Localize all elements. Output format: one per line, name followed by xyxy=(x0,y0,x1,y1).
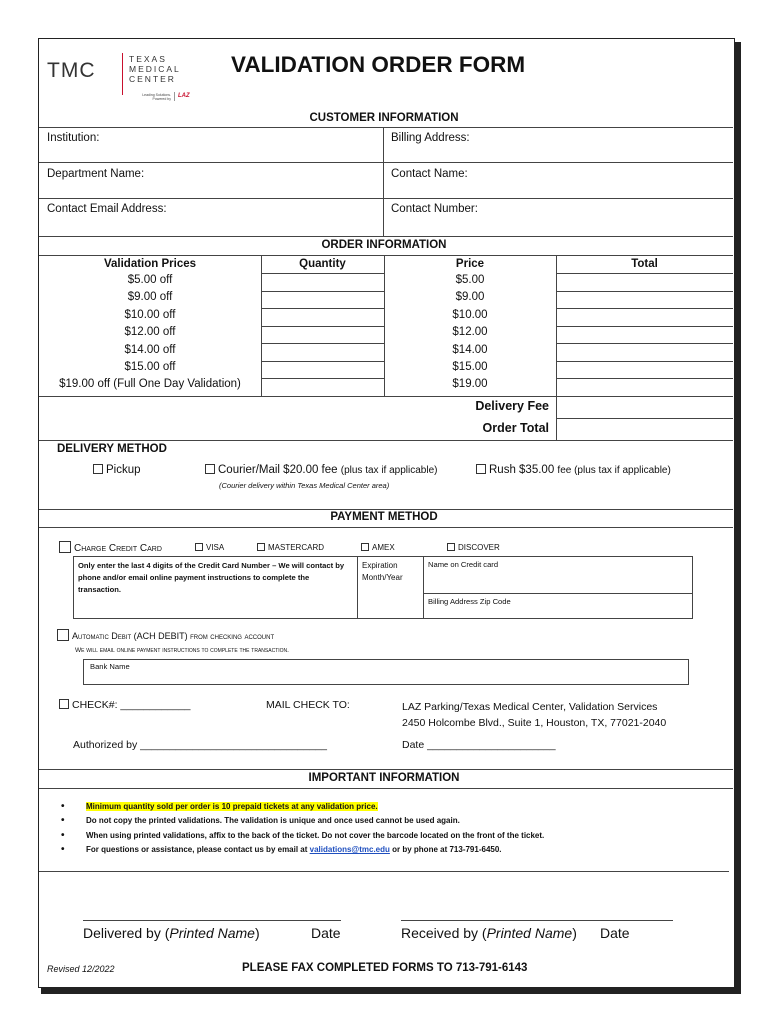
price-cell: $19.00 xyxy=(452,378,488,391)
info-item: • Do not copy the printed validations. The validation is unique and once used cannot be used again. xyxy=(61,815,721,829)
ach-debit-option[interactable] xyxy=(57,629,274,641)
col-price: Price xyxy=(455,258,485,270)
tmc-logo xyxy=(47,53,207,109)
rule xyxy=(556,326,733,327)
rule xyxy=(39,236,733,237)
logo-divider xyxy=(174,92,175,101)
rule xyxy=(39,255,733,256)
validation-price-cell: $15.00 off xyxy=(124,361,176,373)
delivered-by-text: Delivered by ( xyxy=(83,925,170,941)
ach-label: Automatic Debit (ACH DEBIT) from checking account xyxy=(72,631,275,641)
ach-note: We will email online payment instructions to complete the transaction. xyxy=(75,647,289,654)
check-checkbox[interactable] xyxy=(59,699,69,709)
check-option[interactable] xyxy=(59,699,191,711)
form-title: VALIDATION ORDER FORM xyxy=(231,52,526,77)
signature-line[interactable] xyxy=(83,920,341,921)
expiration-field[interactable]: Expiration Month/Year xyxy=(362,561,403,582)
column-divider xyxy=(357,557,358,618)
logo-name-line: MEDICAL xyxy=(129,64,181,74)
contact-email-link[interactable]: validations@tmc.edu xyxy=(309,845,390,855)
mastercard-option[interactable] xyxy=(257,543,324,552)
rule xyxy=(39,440,733,441)
price-cell: $14.00 xyxy=(452,343,488,356)
courier-checkbox[interactable] xyxy=(205,464,215,474)
info-item xyxy=(61,801,721,815)
contact-text: or by phone at 713-791-6450. xyxy=(389,845,502,855)
date-field[interactable]: Date ______________________ xyxy=(402,739,556,751)
rule xyxy=(556,273,733,274)
delivered-by-label xyxy=(83,925,260,941)
visa-option[interactable] xyxy=(195,543,224,552)
amex-option[interactable] xyxy=(361,543,395,552)
received-by-text: Received by ( xyxy=(401,925,487,941)
paren-text: ) xyxy=(572,925,577,941)
courier-tax-note: (plus tax if applicable) xyxy=(340,465,438,476)
amex-checkbox[interactable] xyxy=(361,543,369,551)
received-by-label xyxy=(401,925,577,941)
payment-method-heading: PAYMENT METHOD xyxy=(330,511,438,523)
visa-checkbox[interactable] xyxy=(195,543,203,551)
discover-checkbox[interactable] xyxy=(447,543,455,551)
delivery-method-heading: DELIVERY METHOD xyxy=(57,443,167,455)
mail-address-line: LAZ Parking/Texas Medical Center, Validation Services xyxy=(402,701,658,713)
paren-text: ) xyxy=(254,925,260,941)
validation-price-cell: $5.00 off xyxy=(127,274,173,286)
price-cell: $5.00 xyxy=(455,274,485,286)
rule xyxy=(556,308,733,309)
customer-info-heading: CUSTOMER INFORMATION xyxy=(309,112,459,124)
discover-label: DISCOVER xyxy=(458,543,500,552)
courier-option[interactable] xyxy=(205,464,437,476)
validation-price-cell: $9.00 off xyxy=(127,291,173,304)
rule xyxy=(556,378,733,379)
visa-label: VISA xyxy=(206,543,225,552)
card-instructions: Only enter the last 4 digits of the Credit Card Number – We will contact by phone and/or email online payment instructions to complete the transaction. xyxy=(78,561,345,594)
rule xyxy=(261,291,384,292)
ach-checkbox[interactable] xyxy=(57,629,69,641)
rule xyxy=(39,396,733,397)
billing-zip-field[interactable]: Billing Address Zip Code xyxy=(428,597,511,606)
rule xyxy=(556,418,733,419)
pickup-label: Pickup xyxy=(106,464,141,476)
department-name-label: Department Name: xyxy=(47,168,145,180)
amex-label: AMEX xyxy=(372,543,395,552)
order-info-heading: ORDER INFORMATION xyxy=(321,239,447,251)
rule xyxy=(423,593,693,594)
rush-checkbox[interactable] xyxy=(476,464,486,474)
logo-tagline xyxy=(135,93,171,101)
check-number-field[interactable]: CHECK#: ____________ xyxy=(72,699,191,711)
rule xyxy=(39,788,733,789)
signature-line[interactable] xyxy=(401,920,673,921)
logo-name xyxy=(129,54,181,84)
rule xyxy=(39,509,733,510)
authorized-by-field[interactable]: Authorized by ________________________________ xyxy=(73,739,327,751)
contact-email-label: Contact Email Address: xyxy=(47,203,167,215)
validation-price-cell: $10.00 off xyxy=(124,308,176,321)
delivery-fee-label: Delivery Fee xyxy=(475,399,549,413)
name-on-card-field[interactable]: Name on Credit card xyxy=(428,560,499,569)
rule xyxy=(556,343,733,344)
rule xyxy=(39,527,733,528)
rush-tax-note: fee (plus tax if applicable) xyxy=(557,465,671,476)
rule xyxy=(261,273,384,274)
rush-label: Rush $35.00 xyxy=(489,464,555,476)
logo-divider xyxy=(122,53,123,95)
column-divider xyxy=(383,127,384,236)
credit-card-details-box xyxy=(73,556,693,619)
mastercard-checkbox[interactable] xyxy=(257,543,265,551)
mail-check-to-label: MAIL CHECK TO: xyxy=(266,699,350,711)
minimum-quantity-notice: Minimum quantity sold per order is 10 prepaid tickets at any validation price. xyxy=(86,802,378,811)
rule xyxy=(39,127,733,128)
logo-tagline-line: Leading Solutions. xyxy=(142,93,171,97)
form-page xyxy=(38,38,735,988)
validation-price-cell: $19.00 off (Full One Day Validation) xyxy=(59,378,241,391)
delivered-date-label: Date xyxy=(311,925,341,941)
courier-note: (Courier delivery within Texas Medical Center area) xyxy=(219,481,390,490)
rule xyxy=(261,343,384,344)
printed-name-text: Printed Name xyxy=(169,925,255,941)
important-info-heading: IMPORTANT INFORMATION xyxy=(308,772,460,784)
contact-number-label: Contact Number: xyxy=(391,203,478,215)
col-total: Total xyxy=(631,258,658,270)
rule xyxy=(261,326,384,327)
charge-credit-card-label: Charge Credit Card xyxy=(74,543,162,554)
rule xyxy=(39,871,729,872)
column-divider xyxy=(423,557,424,618)
rule xyxy=(39,769,733,770)
fax-instructions: PLEASE FAX COMPLETED FORMS TO 713-791-6143 xyxy=(242,962,528,974)
institution-label: Institution: xyxy=(47,132,100,144)
info-item: • When using printed validations, affix to the back of the ticket. Do not cover the barcode located on the front of the ticket. xyxy=(61,830,721,844)
mastercard-label: MASTERCARD xyxy=(268,543,325,552)
info-item xyxy=(61,844,721,858)
col-validation-prices: Validation Prices xyxy=(103,258,197,270)
pickup-option[interactable] xyxy=(93,464,141,476)
price-cell: $9.00 xyxy=(455,291,485,304)
billing-address-label: Billing Address: xyxy=(391,132,470,144)
rule xyxy=(261,361,384,362)
rule xyxy=(39,198,733,199)
bank-name-label: Bank Name xyxy=(90,662,130,671)
rule xyxy=(556,361,733,362)
pickup-checkbox[interactable] xyxy=(93,464,103,474)
column-divider xyxy=(556,255,557,440)
charge-credit-card-option[interactable] xyxy=(59,541,162,554)
logo-name-line: TEXAS xyxy=(129,54,167,64)
validation-price-cell: $14.00 off xyxy=(124,343,176,356)
received-date-label: Date xyxy=(600,925,630,941)
price-cell: $10.00 xyxy=(452,308,488,321)
contact-text: For questions or assistance, please contact us by email at xyxy=(86,845,310,855)
revised-date: Revised 12/2022 xyxy=(47,964,115,974)
price-cell: $12.00 xyxy=(452,326,488,339)
contact-name-label: Contact Name: xyxy=(391,168,468,180)
bank-name-field[interactable] xyxy=(83,659,689,685)
validation-price-cell: $12.00 off xyxy=(124,326,176,339)
credit-card-checkbox[interactable] xyxy=(59,541,71,553)
rule xyxy=(556,291,733,292)
mail-address-line: 2450 Holcombe Blvd., Suite 1, Houston, TX, 77021-2040 xyxy=(402,717,667,729)
order-total-label: Order Total xyxy=(482,421,549,435)
rule xyxy=(39,162,733,163)
price-cell: $15.00 xyxy=(452,361,488,373)
important-info-list xyxy=(61,801,721,859)
logo-name-line: CENTER xyxy=(129,74,176,84)
logo-tmc-text: TMC xyxy=(47,59,96,82)
rule xyxy=(261,308,384,309)
mail-address xyxy=(402,699,666,731)
rule xyxy=(261,378,384,379)
col-quantity: Quantity xyxy=(299,258,346,270)
logo-tagline-line: Powered by xyxy=(152,97,171,101)
laz-logo: LAZ xyxy=(178,93,190,99)
rush-option[interactable] xyxy=(476,464,671,476)
printed-name-text: Printed Name xyxy=(486,925,573,941)
courier-label: Courier/Mail $20.00 fee xyxy=(218,464,338,476)
discover-option[interactable] xyxy=(447,543,500,552)
